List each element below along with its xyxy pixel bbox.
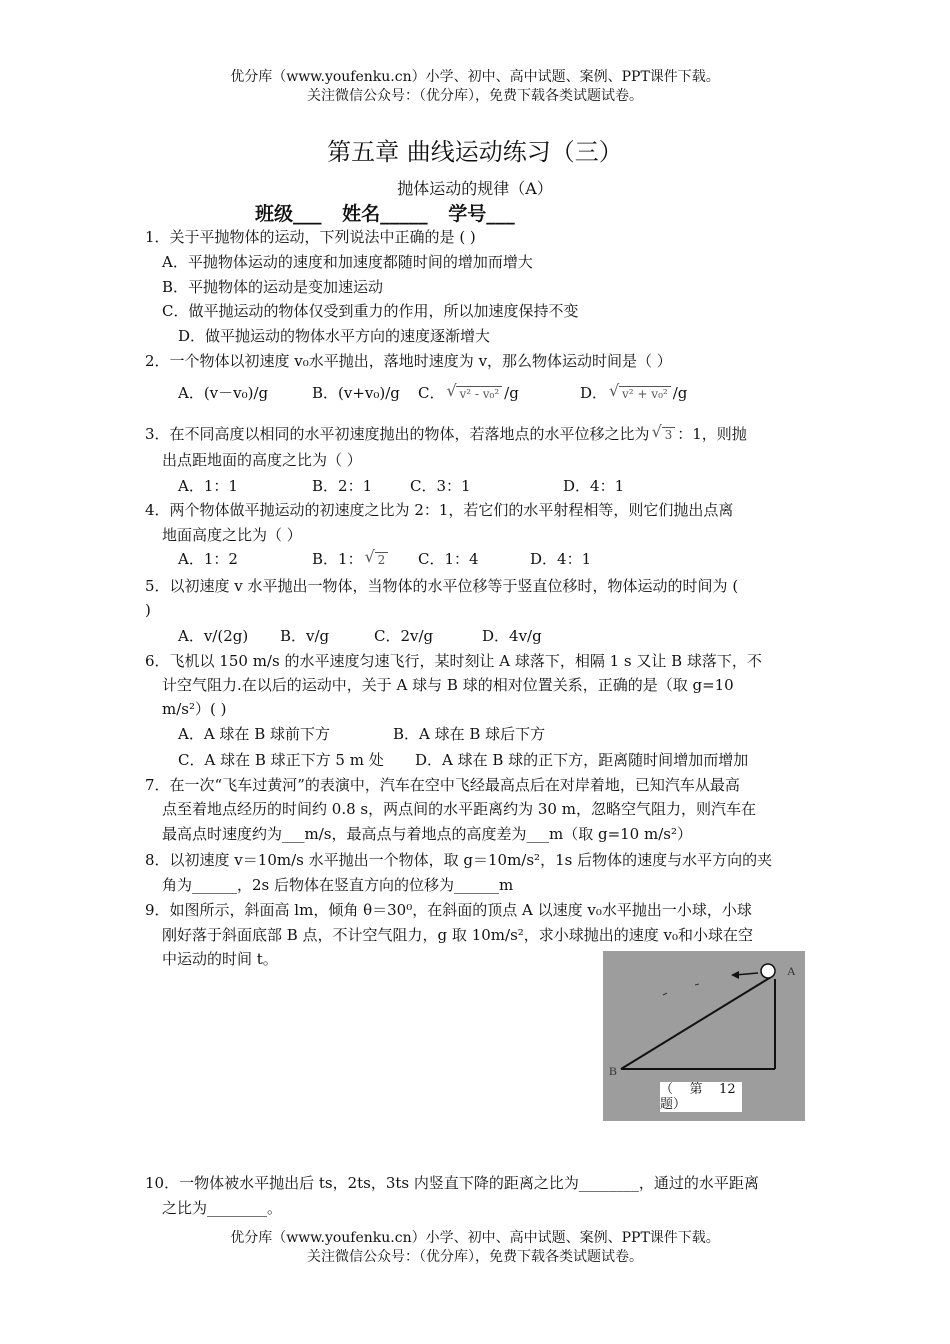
question-1-option-d: D．做平抛运动的物体水平方向的速度逐渐增大 bbox=[178, 327, 491, 345]
question-6-option-b: B．A 球在 B 球后下方 bbox=[393, 725, 546, 743]
footer-line-2: 关注微信公众号：（优分库），免费下载各类试题试卷。 bbox=[307, 1249, 643, 1265]
incline-slope bbox=[621, 977, 771, 1069]
arrow-head-icon bbox=[731, 971, 739, 979]
trajectory-mark bbox=[695, 984, 699, 985]
student-info-row bbox=[255, 199, 529, 226]
page-subtitle: 抛体运动的规律（A） bbox=[397, 179, 553, 198]
header-line-1: 优分库（www.youfenku.cn）小学、初中、高中试题、案例、PPT课件下载。 bbox=[230, 69, 720, 85]
question-6-line-3: m/s²）( ) bbox=[162, 700, 227, 718]
sqrt-expression: √ v² - v₀² bbox=[446, 384, 502, 404]
question-5-option-d: D．4v/g bbox=[482, 627, 542, 645]
question-3-line-2: 出点距地面的高度之比为（ ） bbox=[162, 451, 362, 469]
question-9-line-1: 9．如图所示，斜面高 lm，倾角 θ＝30⁰，在斜面的顶点 A 以速度 v₀水平抛出一小球，小球 bbox=[145, 901, 752, 919]
question-3-option-c: C．3：1 bbox=[410, 477, 471, 495]
question-1-option-c: C．做平抛运动的物体仅受到重力的作用，所以加速度保持不变 bbox=[162, 302, 579, 320]
question-2-option-a: A．(v－v₀)/g bbox=[178, 384, 269, 402]
question-4-option-a: A．1：2 bbox=[178, 550, 238, 568]
question-2-option-c: C．√ v² - v₀² /g bbox=[418, 383, 519, 404]
sqrt-expression: √ v² + v₀² bbox=[609, 384, 671, 404]
question-6-line-1: 6．飞机以 150 m/s 的水平速度匀速飞行，某时刻让 A 球落下，相隔 1 s 又让 B 球落下，不 bbox=[145, 652, 762, 670]
ball-icon bbox=[761, 964, 775, 978]
figure-caption: （ 第 12 题） bbox=[660, 1082, 742, 1112]
question-3-option-d: D．4：1 bbox=[563, 477, 625, 495]
header-line-2: 关注微信公众号：（优分库），免费下载各类试题试卷。 bbox=[307, 88, 643, 104]
question-10-line-2: 之比为________。 bbox=[162, 1199, 283, 1217]
question-4-line-2: 地面高度之比为（ ） bbox=[162, 526, 302, 544]
class-field[interactable]: 班级___ bbox=[255, 203, 322, 225]
question-1-option-a: A．平抛物体运动的速度和加速度都随时间的增加而增大 bbox=[162, 253, 533, 271]
question-10-line-1: 10．一物体被水平抛出后 ts，2ts，3ts 内竖直下降的距离之比为________，通过的水平距离 bbox=[145, 1174, 759, 1192]
question-5-option-a: A．v/(2g) bbox=[178, 627, 249, 645]
question-5-line-1: 5．以初速度 v 水平抛出一物体，当物体的水平位移等于竖直位移时，物体运动的时间为 ( bbox=[145, 577, 739, 595]
question-5-line-2: ) bbox=[145, 601, 151, 619]
question-4-option-c: C．1：4 bbox=[418, 550, 479, 568]
question-2-option-d: D．√ v² + v₀² /g bbox=[580, 383, 687, 404]
label-a: A bbox=[787, 964, 796, 978]
question-6-option-a: A．A 球在 B 球前下方 bbox=[178, 725, 330, 743]
question-7-line-1: 7．在一次“飞车过黄河”的表演中，汽车在空中飞经最高点后在对岸着地，已知汽车从最高 bbox=[145, 776, 740, 794]
question-7-line-2: 点至着地点经历的时间约 0.8 s，两点间的水平距离约为 30 m，忽略空气阻力，则汽车在 bbox=[162, 800, 756, 818]
question-3-option-a: A．1：1 bbox=[178, 477, 238, 495]
question-5-option-b: B．v/g bbox=[280, 627, 330, 645]
student-id-field[interactable]: 学号___ bbox=[448, 203, 515, 225]
question-9-line-2: 刚好落于斜面底部 B 点，不计空气阻力，g 取 10m/s²，求小球抛出的速度 v₀和小球在空 bbox=[162, 926, 754, 944]
question-1-option-b: B．平抛物体的运动是变加速运动 bbox=[162, 278, 384, 296]
question-6-option-c: C．A 球在 B 球正下方 5 m 处 bbox=[178, 751, 384, 769]
question-9-line-3: 中运动的时间 t。 bbox=[162, 950, 278, 968]
question-1: 1．关于平抛物体的运动，下列说法中正确的是 ( ) bbox=[145, 228, 476, 246]
question-6-option-d: D．A 球在 B 球的正下方，距离随时间增加而增加 bbox=[415, 751, 749, 769]
question-6-line-2: 计空气阻力.在以后的运动中，关于 A 球与 B 球的相对位置关系，正确的是（取 g=10 bbox=[162, 676, 734, 694]
question-4-option-b: B．1：√ 2 bbox=[312, 549, 390, 570]
question-2: 2．一个物体以初速度 v₀水平抛出，落地时速度为 v，那么物体运动时间是（ ） bbox=[145, 352, 672, 370]
footer-line-1: 优分库（www.youfenku.cn）小学、初中、高中试题、案例、PPT课件下载。 bbox=[230, 1230, 720, 1246]
name-field[interactable]: 姓名_____ bbox=[342, 203, 428, 225]
page-title: 第五章 曲线运动练习（三） bbox=[327, 138, 623, 166]
sqrt-expression: √ 3 bbox=[652, 425, 676, 445]
trajectory-mark bbox=[663, 993, 667, 995]
question-3-line-1: 3．在不同高度以相同的水平初速度抛出的物体，若落地点的水平位移之比为√ 3 ：1，则抛 bbox=[145, 424, 747, 445]
label-b: B bbox=[609, 1064, 618, 1078]
question-8-line-1: 8．以初速度 v＝10m/s 水平抛出一个物体，取 g＝10m/s²，1s 后物体的速度与水平方向的夹 bbox=[145, 851, 773, 869]
question-5-option-c: C．2v/g bbox=[374, 627, 434, 645]
question-7-line-3: 最高点时速度约为___m/s，最高点与着地点的高度差为___m（取 g=10 m/s²） bbox=[162, 825, 692, 843]
question-8-line-2: 角为______，2s 后物体在竖直方向的位移为______m bbox=[162, 876, 514, 894]
question-4-line-1: 4．两个物体做平抛运动的初速度之比为 2：1，若它们的水平射程相等，则它们抛出点离 bbox=[145, 501, 734, 519]
question-2-option-b: B．(v+v₀)/g bbox=[312, 384, 400, 402]
question-4-option-d: D．4：1 bbox=[530, 550, 592, 568]
sqrt-expression: √ 2 bbox=[365, 550, 389, 570]
question-3-option-b: B．2：1 bbox=[312, 477, 373, 495]
